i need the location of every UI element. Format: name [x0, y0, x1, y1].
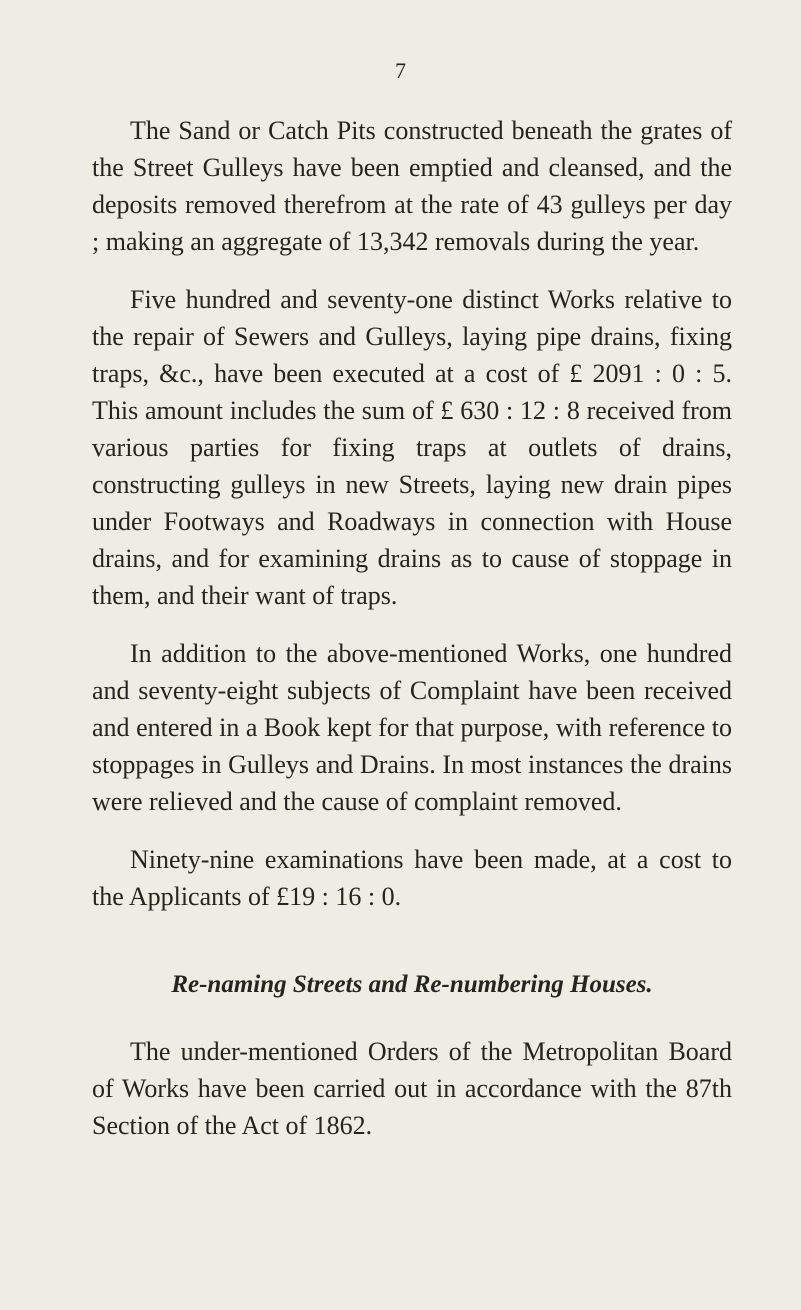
paragraph-examinations: Ninety-nine examinations have been made, at a cost to the Applicants of £19 : 16 : 0.: [92, 845, 732, 911]
paragraph-sand-catch-pits: The Sand or Catch Pits constructed beneath the grates of the Street Gulleys have been emptied and cleansed, and the deposits removed therefrom at the rate of 43 gulleys per day ; making an aggregate of 13,342 removals during the year.: [92, 116, 732, 256]
body-text: [92, 112, 732, 1144]
page-number: 7: [395, 58, 406, 83]
paragraph-complaints: In addition to the above-mentioned Works, one hundred and seventy-eight subjects of Complaint have been received and entered in a Book kept for that purpose, with reference to stoppages in Gulleys and Drains. In most instances the drains were relieved and the cause of complaint removed.: [92, 639, 732, 816]
paragraph-board-orders: The under-mentioned Orders of the Metropolitan Board of Works have been carried out in accordance with the 87th Section of the Act of 1862.: [92, 1037, 732, 1140]
paragraph-distinct-works: Five hundred and seventy-one distinct Works relative to the repair of Sewers and Gulleys, laying pipe drains, fixing traps, &c., have been executed at a cost of £ 2091 : 0 : 5. This amount includes the sum of £ 630 : 12 : 8 received from various parties for fixing traps at outlets of drains, constructing gulleys in new Streets, laying new drain pipes under Footways and Roadways in connection with House drains, and for examining drains as to cause of stoppage in them, and their want of traps.: [92, 285, 732, 610]
section-heading: Re-naming Streets and Re-numbering Houses.: [171, 971, 653, 998]
